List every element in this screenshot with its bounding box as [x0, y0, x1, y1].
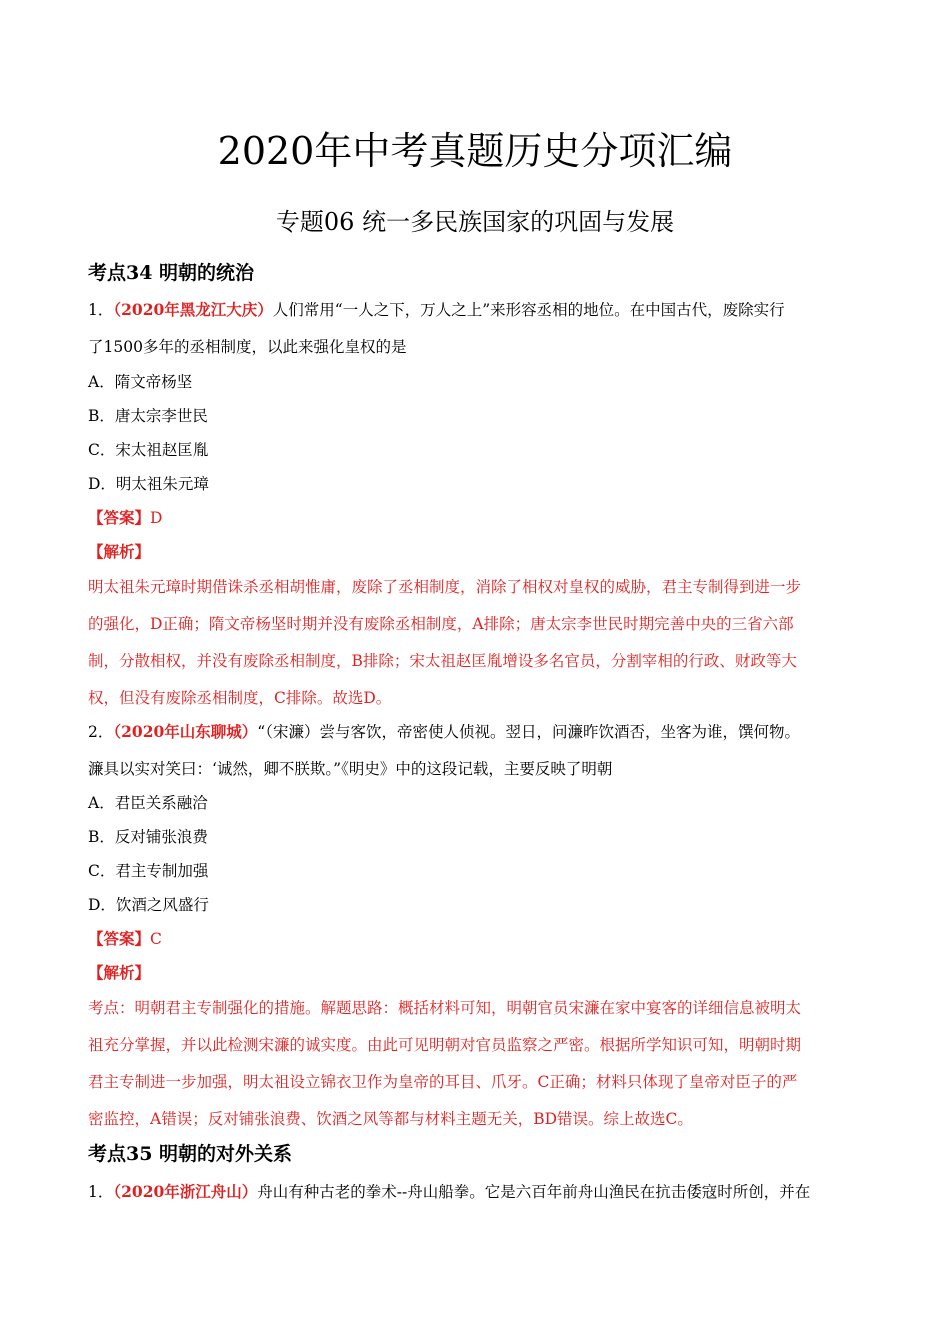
answer-label: 【答案】 — [88, 929, 151, 948]
question-1-stem-line-1 — [88, 299, 785, 321]
document-subtitle: 专题06 统一多民族国家的巩固与发展 — [275, 208, 675, 236]
section-heading-34: 考点34 明朝的统治 — [88, 262, 255, 284]
option-a: A．隋文帝杨坚 — [88, 373, 193, 391]
option-d: D．饮酒之风盛行 — [88, 896, 209, 914]
question-2-stem-line-1 — [88, 721, 800, 743]
analysis-label: 【解析】 — [88, 542, 151, 561]
analysis-line: 考点：明朝君主专制强化的措施。解题思路：概括材料可知，明朝官员宋濂在家中宴客的详细信息被明太 — [88, 999, 802, 1017]
answer-line — [88, 507, 162, 529]
question-number: 2． — [88, 723, 114, 741]
question-stem: 舟山有种古老的拳术--舟山船拳。它是六百年前舟山渔民在抗击倭寇时所创，并在 — [257, 1183, 811, 1201]
question-number: 1． — [88, 301, 114, 319]
question-stem: “（宋濂）尝与客饮，帝密使人侦视。翌日，问濂昨饮酒否，坐客为谁，馔何物。 — [257, 723, 800, 741]
question-1-stem-line-2: 了1500多年的丞相制度，以此来强化皇权的是 — [88, 338, 407, 356]
answer-value: C — [150, 930, 162, 948]
analysis-label: 【解析】 — [88, 963, 151, 982]
option-b: B．反对铺张浪费 — [88, 828, 208, 846]
analysis-line: 权，但没有废除丞相制度，C排除。故选D。 — [88, 689, 392, 707]
analysis-line: 明太祖朱元璋时期借诛杀丞相胡惟庸，废除了丞相制度，消除了相权对皇权的威胁，君主专制得到进一步 — [88, 578, 802, 596]
question-stem: 人们常用“一人之下，万人之上”来形容丞相的地位。在中国古代，废除实行 — [272, 301, 785, 319]
document-title: 2020年中考真题历史分项汇编 — [217, 129, 733, 173]
option-c: C．宋太祖赵匡胤 — [88, 441, 209, 459]
option-b: B．唐太宗李世民 — [88, 407, 208, 425]
option-d: D．明太祖朱元璋 — [88, 475, 209, 493]
analysis-line: 祖充分掌握，并以此检测宋濂的诚实度。由此可见明朝对官员监察之严密。根据所学知识可知，明朝时期 — [88, 1036, 802, 1054]
question-source: （2020年黑龙江大庆） — [113, 300, 273, 319]
analysis-line: 的强化，D正确；隋文帝杨坚时期并没有废除丞相制度，A排除；唐太宗李世民时期完善中央的三省六部 — [88, 615, 794, 633]
analysis-line: 制，分散相权，并没有废除丞相制度，B排除；宋太祖赵匡胤增设多名官员，分割宰相的行政、财政等大 — [88, 652, 797, 670]
analysis-line: 君主专制进一步加强，明太祖设立锦衣卫作为皇帝的耳目、爪牙。C正确；材料只体现了皇帝对臣子的严 — [88, 1073, 798, 1091]
question-number: 1． — [88, 1183, 114, 1201]
answer-label: 【答案】 — [88, 508, 151, 527]
analysis-line: 密监控，A错误；反对铺张浪费、饮酒之风等都与材料主题无关，BD错误。综上故选C。 — [88, 1110, 693, 1128]
question-1-stem-line-1 — [88, 1181, 810, 1203]
answer-value: D — [150, 509, 163, 527]
option-a: A．君臣关系融洽 — [88, 794, 208, 812]
option-c: C．君主专制加强 — [88, 862, 209, 880]
question-2-stem-line-2: 濂具以实对笑曰：‘诚然，卿不朕欺。”《明史》中的这段记载，主要反映了明朝 — [88, 760, 613, 778]
section-heading-35: 考点35 明朝的对外关系 — [88, 1143, 293, 1165]
answer-line — [88, 928, 162, 950]
question-source: （2020年山东聊城） — [113, 722, 258, 741]
question-source: （2020年浙江舟山） — [113, 1182, 258, 1201]
